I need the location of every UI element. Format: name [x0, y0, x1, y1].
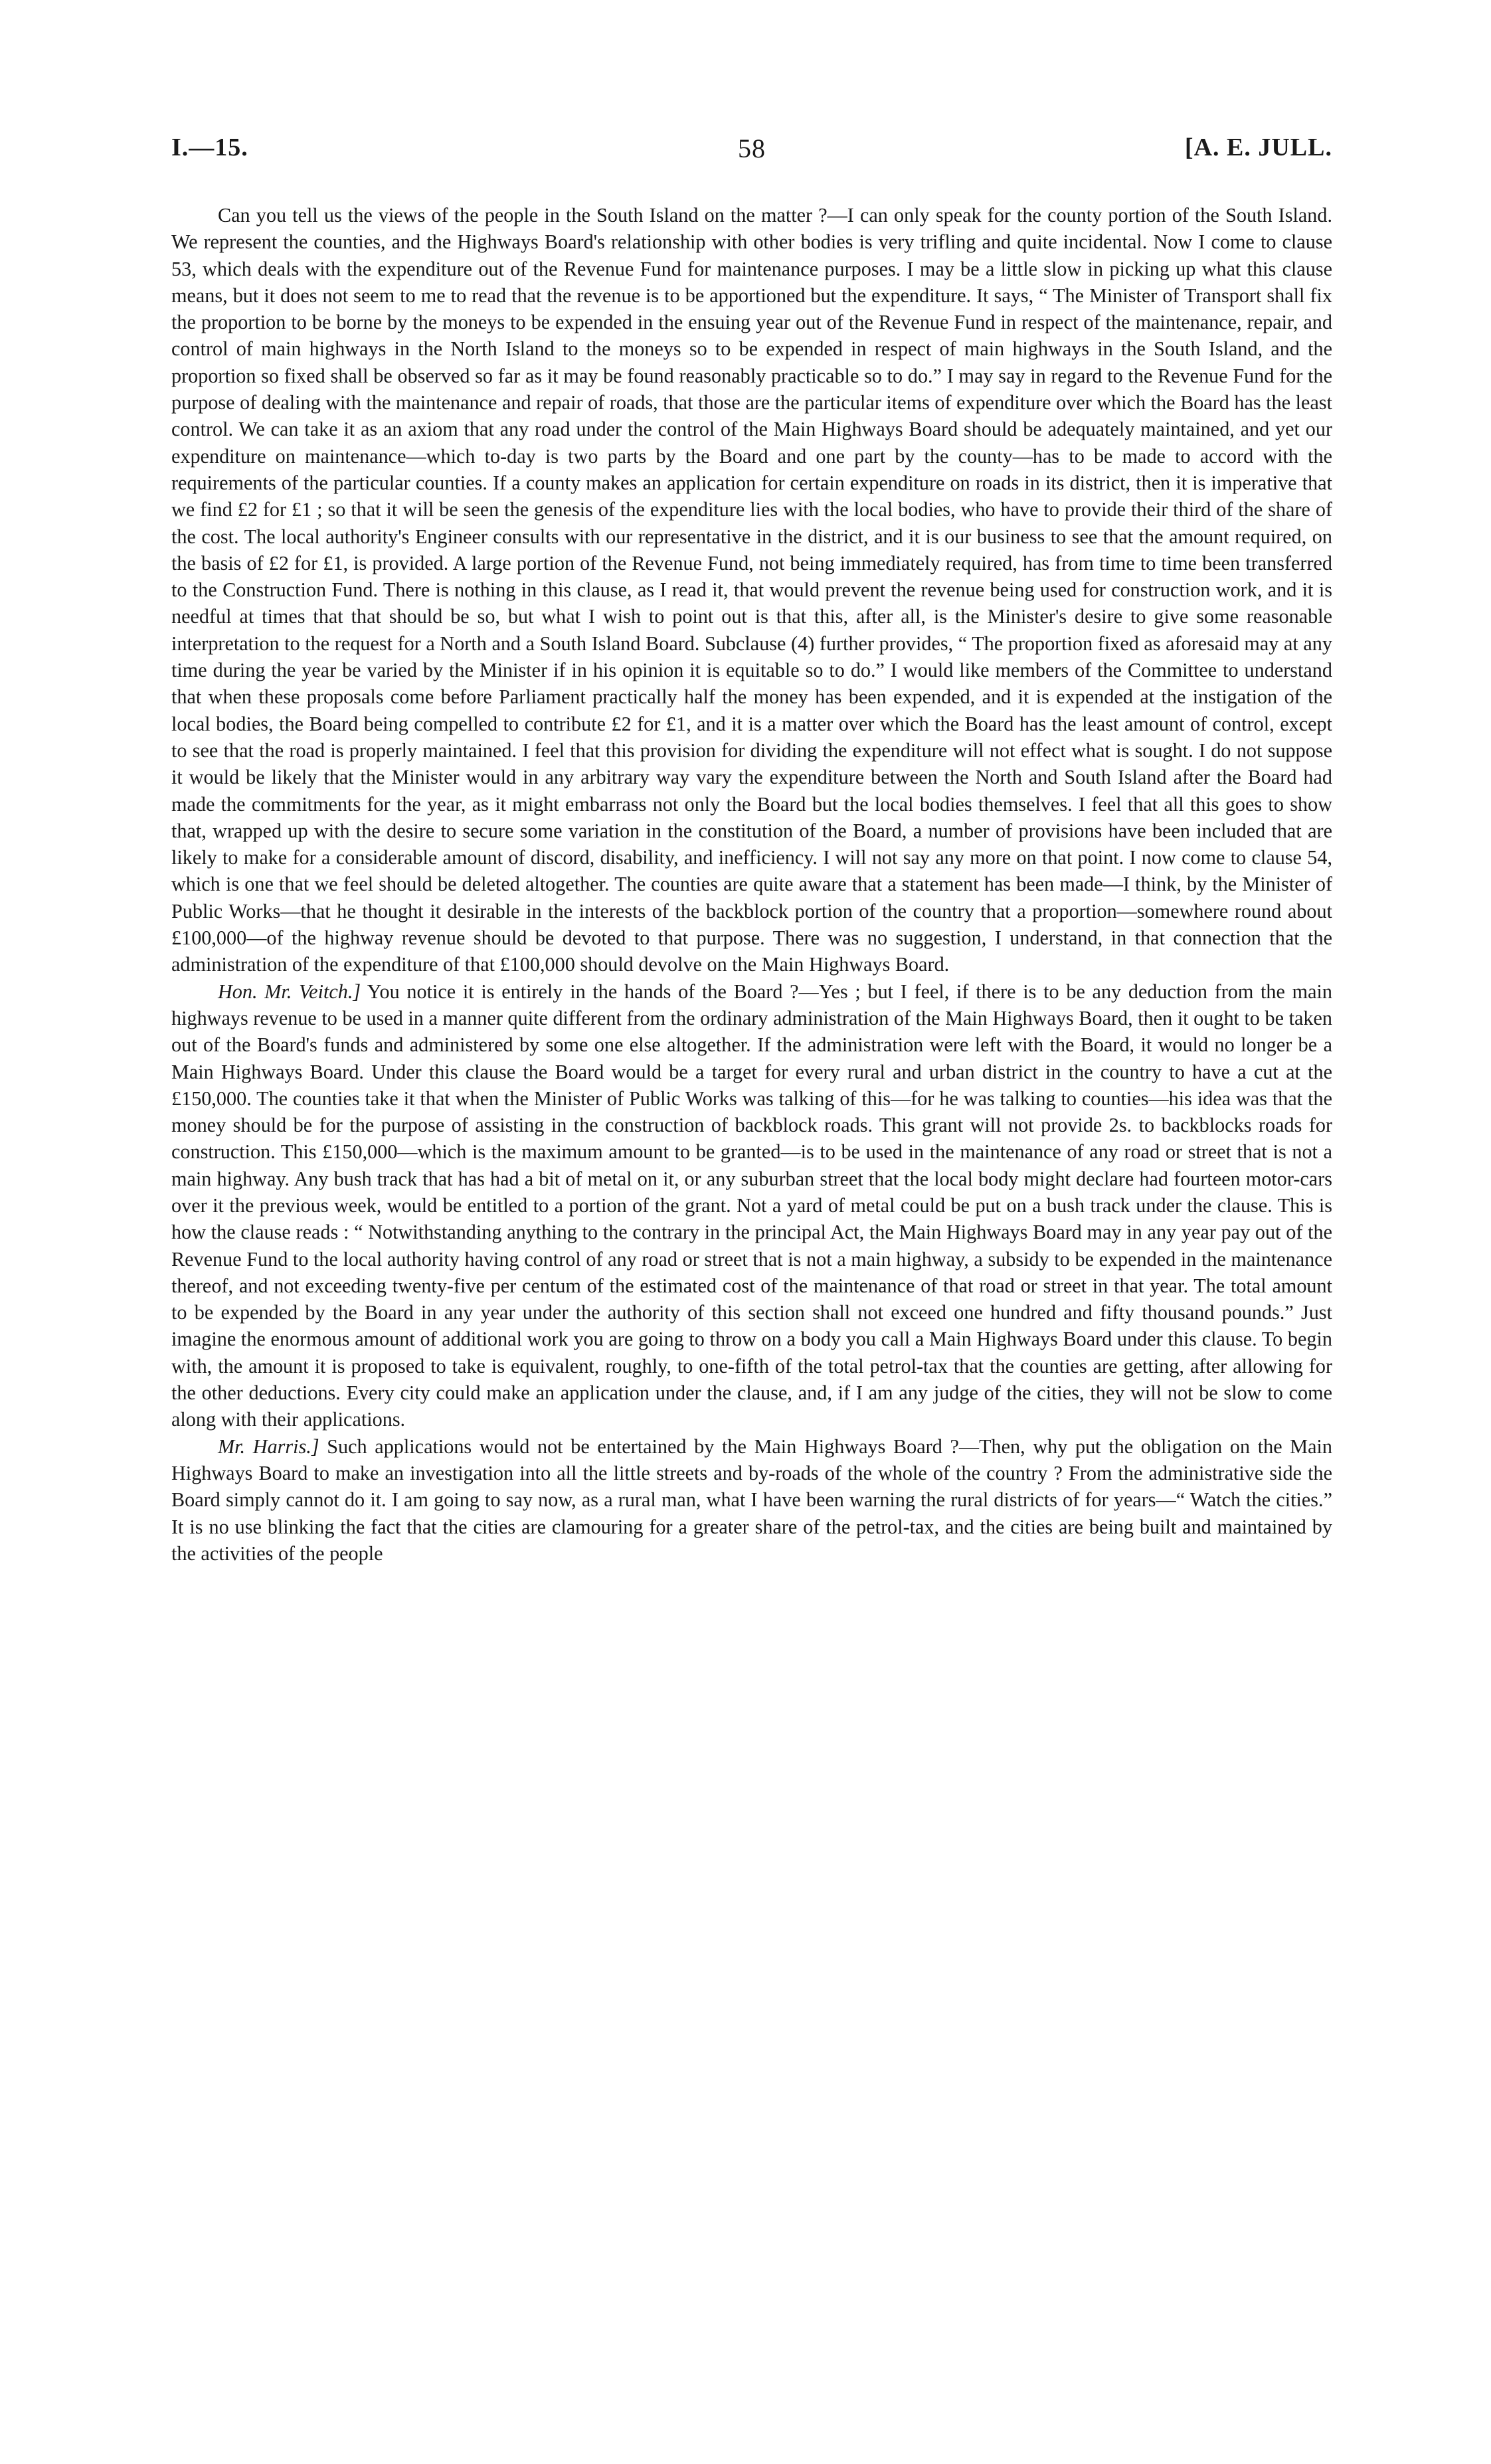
speaker-label: Hon. Mr. Veitch.]: [218, 980, 361, 1003]
paragraph-text: Can you tell us the views of the people in the South Island on the matter ?—I can only speak for the county portion of the South Island. We represent the counties, and the Highways Board's relationship with other bodies is very trifling and quite incidental. Now I come to clause 53, which deals with the expenditure out of the Revenue Fund for maintenance purposes. I may be a little slow in picking up what this clause means, but it does not seem to me to read that the revenue is to be apportioned but the expenditure. It says, “ The Minister of Transport shall fix the proportion to be borne by the moneys to be expended in the ensuing year out of the Revenue Fund in respect of the maintenance, repair, and control of main highways in the North Island to the moneys so to be expended in respect of main highways in the South Island, and the proportion so fixed shall be observed so far as it may be found reasonably practicable so to do.” I may say in regard to the Revenue Fund for the purpose of dealing with the maintenance and repair of roads, that those are the particular items of expenditure over which the Board has the least control. We can take it as an axiom that any road under the control of the Main Highways Board should be adequately maintained, and yet our expenditure on maintenance—which to-day is two parts by the Board and one part by the county—has to be made to accord with the requirements of the particular counties. If a county makes an application for certain expenditure on roads in its district, then it is imperative that we find £2 for £1 ; so that it will be seen the genesis of the expenditure lies with the local bodies, who have to provide their third of the share of the cost. The local authority's Engineer consults with our representative in the district, and it is our business to see that the amount required, on the basis of £2 for £1, is provided. A large portion of the Revenue Fund, not being immediately required, has from time to time been transferred to the Construction Fund. There is nothing in this clause, as I read it, that would prevent the revenue being used for construction work, and it is needful at times that that should be so, but what I wish to point out is that this, after all, is the Minister's desire to give some reasonable interpretation to the request for a North and a South Island Board. Subclause (4) further provides, “ The proportion fixed as aforesaid may at any time during the year be varied by the Minister if in his opinion it is equitable so to do.” I would like members of the Committee to understand that when these proposals come before Parliament practically half the money has been expended, and it is expended at the instigation of the local bodies, the Board being compelled to contribute £2 for £1, and it is a matter over which the Board has the least amount of control, except to see that the road is properly maintained. I feel that this provision for dividing the expenditure will not effect what is sought. I do not suppose it would be likely that the Minister would in any arbitrary way vary the expenditure between the North and South Island after the Board had made the commitments for the year, as it might embarrass not only the Board but the local bodies themselves. I feel that all this goes to show that, wrapped up with the desire to secure some variation in the constitution of the Board, a number of provisions have been included that are likely to make for a considerable amount of discord, disability, and inefficiency. I will not say any more on that point. I now come to clause 54, which is one that we feel should be deleted altogether. The counties are quite aware that a statement has been made—I think, by the Minister of Public Works—that he thought it desirable in the interests of the backblock portion of the country that a proportion—somewhere round about £100,000—of the highway revenue should be devoted to that purpose. There was no suggestion, I understand, in that connection that the administration of the expenditure of that £100,000 should devolve on the Main Highways Board.: [171, 204, 1332, 976]
page-number: 58: [738, 133, 766, 163]
paragraph-text: Such applications would not be entertained by the Main Highways Board ?—Then, why put the obligation on the Main Highways Board to make an investigation into all the little streets and by-roads of the whole of the country ? From the administrative side the Board simply cannot do it. I am going to say now, as a rural man, what I have been warning the rural districts of for years—“ Watch the cities.” It is no use blinking the fact that the cities are clamouring for a greater share of the petrol-tax, and the cities are being built and maintained by the activities of the people: [171, 1435, 1332, 1565]
body-text: [171, 202, 1332, 1567]
document-page: [171, 133, 1332, 1567]
paragraph-text: You notice it is entirely in the hands of the Board ?—Yes ; but I feel, if there is to be any deduction from the main highways revenue to be used in a manner quite different from the ordinary administration of the Main Highways Board, then it ought to be taken out of the Board's funds and administered by some one else altogether. If the administration were left with the Board, it would no longer be a Main Highways Board. Under this clause the Board would be a target for every rural and urban district in the country to have a cut at the £150,000. The counties take it that when the Minister of Public Works was talking of this—for he was talking to counties—his idea was that the money should be for the purpose of assisting in the construction of backblock roads. This grant will not provide 2s. to backblocks roads for construction. This £150,000—which is the maximum amount to be granted—is to be used in the maintenance of any road or street that is not a main highway. Any bush track that has had a bit of metal on it, or any suburban street that the local body might declare had fourteen motor-cars over it the previous week, would be entitled to a portion of the grant. Not a yard of metal could be put on a bush track under the clause. This is how the clause reads : “ Notwithstanding anything to the contrary in the principal Act, the Main Highways Board may in any year pay out of the Revenue Fund to the local authority having control of any road or street that is not a main highway, a subsidy to be expended in the maintenance thereof, and not exceeding twenty-five per centum of the estimated cost of the maintenance of that road or street in that year. The total amount to be expended by the Board in any year under the authority of this section shall not exceed one hundred and fifty thousand pounds.” Just imagine the enormous amount of additional work you are going to throw on a body you call a Main Highways Board under this clause. To begin with, the amount it is proposed to take is equivalent, roughly, to one-fifth of the total petrol-tax that the counties are getting, after allowing for the other deductions. Every city could make an application under the clause, and, if I am any judge of the cities, they will not be slow to come along with their applications.: [171, 980, 1333, 1431]
speaker-label: Mr. Harris.]: [218, 1435, 319, 1458]
witness-name: [A. E. JULL.: [1184, 133, 1332, 161]
paper-reference: I.—15.: [171, 133, 248, 161]
paragraph: [171, 1433, 1332, 1567]
paragraph: [171, 202, 1332, 978]
running-header: [171, 133, 1332, 173]
paragraph: [171, 978, 1332, 1433]
